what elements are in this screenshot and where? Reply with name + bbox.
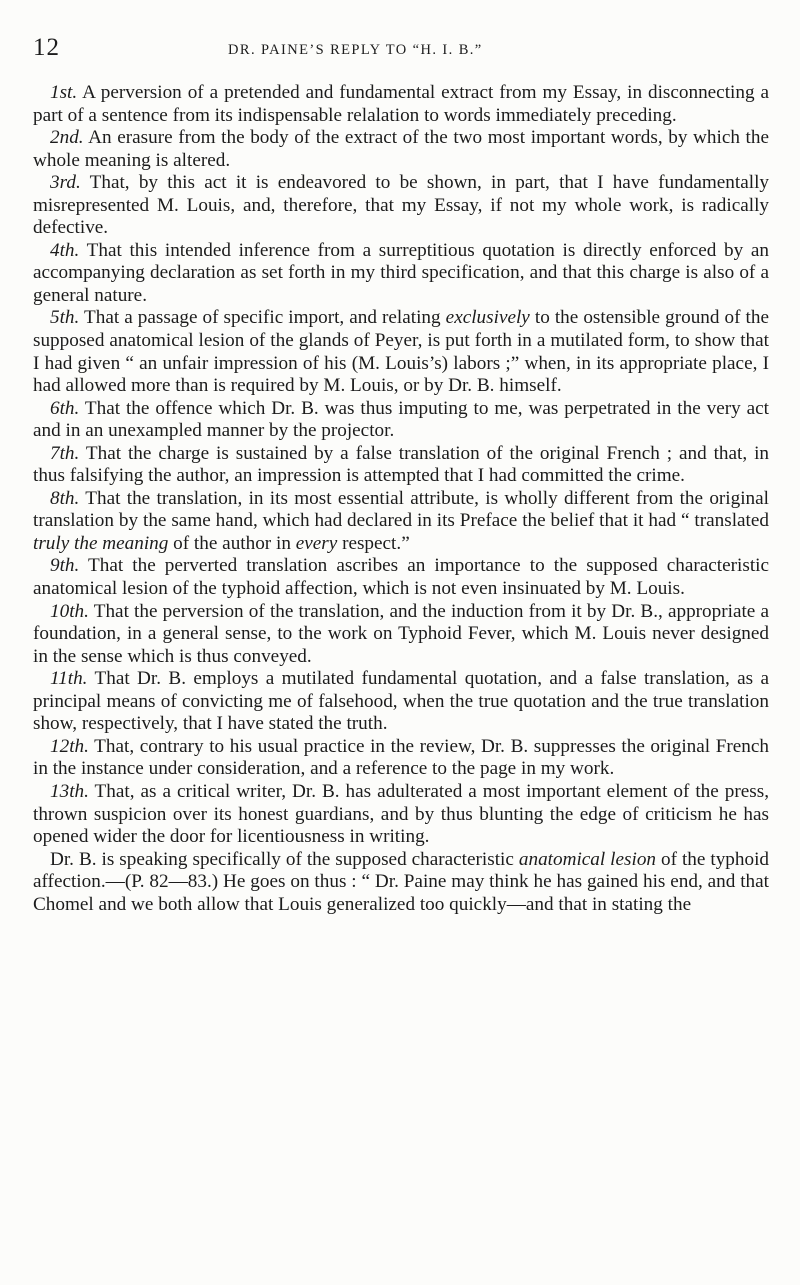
emphasis-text: truly the meaning <box>33 532 169 554</box>
item-number: 6th. <box>50 397 80 419</box>
item-number: 8th. <box>50 487 80 509</box>
item-number: 5th. <box>50 307 80 329</box>
item-number: 4th. <box>50 239 80 261</box>
text-run: That a passage of specific import, and relating <box>79 307 446 329</box>
item-number: 9th. <box>50 555 80 577</box>
emphasis-text: anatomical lesion <box>518 848 657 870</box>
text-run: That Dr. B. employs a mutilated fundamental quotation, and a false translation, as a principal means of convicting me of falsehood, when the true quotation and the true translation show, respectively, that I have stated the truth. <box>33 668 769 735</box>
running-title: DR. PAINE’S REPLY TO “H. I. B.” <box>228 42 483 58</box>
text-run: That, by this act it is endeavored to be shown, in part, that I have fundamentally misrepresented M. Louis, and, therefore, that my Essay, if not my whole work, is radically defective. <box>33 172 769 239</box>
paragraph <box>33 127 769 172</box>
text-run: respect.” <box>337 532 410 554</box>
paragraph <box>33 443 769 488</box>
item-number: 3rd. <box>50 172 81 194</box>
item-number: 1st. <box>50 82 78 103</box>
text-run: Dr. B. is speaking specifically of the supposed characteristic <box>50 848 519 870</box>
item-number: 13th. <box>50 780 89 802</box>
paragraph <box>33 601 769 669</box>
paragraph <box>33 82 769 127</box>
paragraph <box>33 555 769 600</box>
text-run: An erasure from the body of the extract of the two most important words, by which the whole meaning is altered. <box>33 127 769 171</box>
paragraph <box>33 849 769 917</box>
item-number: 10th. <box>50 600 89 622</box>
item-number: 11th. <box>50 668 88 690</box>
item-number: 2nd. <box>50 127 84 149</box>
text-run: That this intended inference from a surreptitious quotation is directly enforced by an accompanying declaration as set forth in my third specification, and that this charge is also of a general nature. <box>33 239 769 306</box>
paragraph <box>33 172 769 240</box>
paragraph <box>33 668 769 736</box>
paragraph <box>33 240 769 308</box>
text-run: That the translation, in its most essential attribute, is wholly different from the original translation by the same hand, which had declared in its Preface the belief that it had “ translated <box>33 487 769 532</box>
paragraph <box>33 488 769 556</box>
body-text <box>33 82 769 916</box>
text-run: That, as a critical writer, Dr. B. has adulterated a most important element of the press, thrown suspicion over its honest guardians, and by thus blunting the edge of criticism he has opened wider the door for licentiousness in writing. <box>33 780 769 848</box>
text-run: That the offence which Dr. B. was thus imputing to me, was perpetrated in the very act and in an unexampled manner by the projector. <box>33 397 769 442</box>
running-head <box>33 34 767 64</box>
text-run: That the charge is sustained by a false translation of the original French ; and that, in thus falsifying the author, an impression is attempted that I had committed the crime. <box>33 442 769 487</box>
text-run: That the perverted translation ascribes an importance to the supposed characteristic anatomical lesion of the typhoid affection, which is not even insinuated by M. Louis. <box>33 555 769 600</box>
paragraph <box>33 398 769 443</box>
item-number: 12th. <box>50 735 89 757</box>
text-run: of the typhoid affection.—(P. 82—83.) He goes on thus : “ Dr. Paine may think he has gained his end, and that Chomel and we both allow that Louis generalized too quickly—and that in stating the <box>33 848 769 915</box>
emphasis-text: exclusively <box>445 307 530 329</box>
paragraph <box>33 781 769 849</box>
paragraph <box>33 736 769 781</box>
text-run: of the author in <box>168 532 296 554</box>
item-number: 7th. <box>50 442 80 464</box>
paragraph <box>33 307 769 397</box>
page-number: 12 <box>33 34 60 61</box>
text-run: That, contrary to his usual practice in the review, Dr. B. suppresses the original French in the instance under consideration, and a reference to the page in my work. <box>33 735 769 780</box>
text-run: A perversion of a pretended and fundamental extract from my Essay, in disconnecting a part of a sentence from its indispensable relalation to words immediately preceding. <box>33 82 769 126</box>
text-run: That the perversion of the translation, and the induction from it by Dr. B., appropriate a foundation, in a general sense, to the work on Typhoid Fever, which M. Louis never designed in the sense which is thus conveyed. <box>33 600 769 667</box>
text-run: to the ostensible ground of the supposed anatomical lesion of the glands of Peyer, is put forth in a mutilated form, to show that I had given “ an unfair impression of his (M. Louis’s) labors ;” when, in its appropriate place, I had allowed more than is required by M. Louis, or by Dr. B. himself. <box>33 307 769 397</box>
emphasis-text: every <box>295 532 338 554</box>
